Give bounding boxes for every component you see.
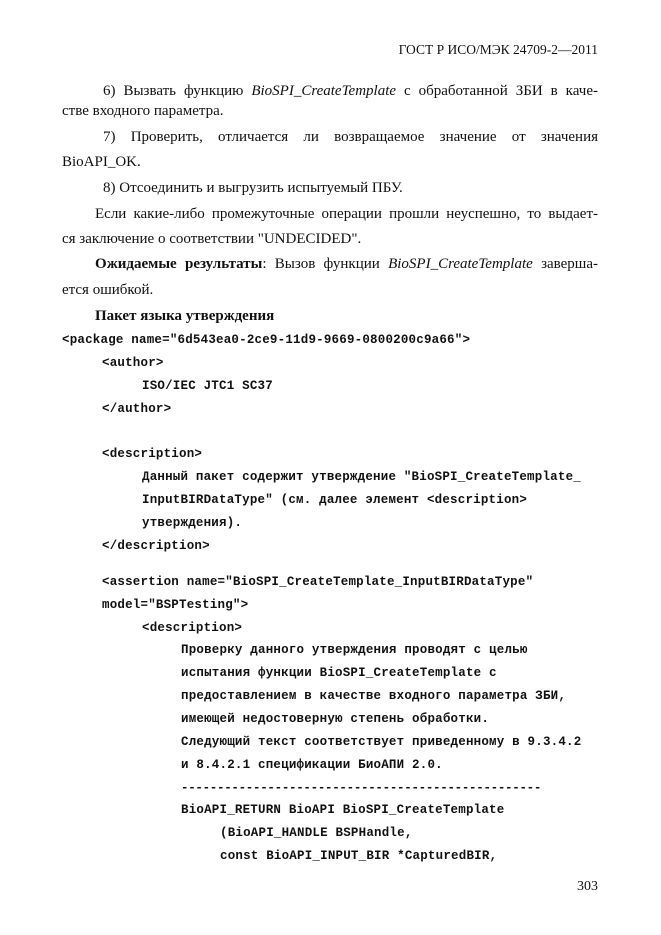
paragraph-step-6-line2: стве входного параметра. <box>62 103 224 119</box>
expected-results-function-name: BioSPI_CreateTemplate <box>388 256 533 272</box>
code-line: const BioAPI_INPUT_BIR *CapturedBIR, <box>220 849 498 863</box>
paragraph-undecided-line2: ся заключение о соответствии "UNDECIDED". <box>62 231 362 247</box>
code-line: <assertion name="BioSPI_CreateTemplate_InputBIRDataType" <box>102 575 534 589</box>
code-line: InputBIRDataType" (см. далее элемент <description> <box>142 493 528 507</box>
step-6-prefix: 6) Вызвать функцию <box>103 83 252 99</box>
code-line: -------------------------------------------------- <box>181 781 542 795</box>
page-number: 303 <box>577 879 598 894</box>
code-line: <description> <box>142 621 243 635</box>
expected-results-label: Ожидаемые результаты <box>95 256 263 272</box>
step-6-suffix: с обработанной ЗБИ в каче- <box>396 83 598 99</box>
expected-results-end: заверша- <box>532 256 599 272</box>
code-line: ISO/IEC JTC1 SC37 <box>142 379 273 393</box>
code-line: имеющей недостоверную степень обработки. <box>181 712 490 726</box>
code-line: испытания функции BioSPI_CreateTemplate с <box>181 666 497 680</box>
paragraph-step-6 <box>62 79 598 103</box>
code-line: Следующий текст соответствует приведенному в 9.3.4.2 <box>181 735 582 749</box>
paragraph-step-7-line2: BioAPI_OK. <box>62 154 141 170</box>
code-line: утверждения). <box>142 516 243 530</box>
paragraph-step-7: 7) Проверить, отличается ли возвращаемое значение от значения <box>103 129 598 145</box>
code-line: (BioAPI_HANDLE BSPHandle, <box>220 826 413 840</box>
code-line: Данный пакет содержит утверждение "BioSPI_CreateTemplate_ <box>142 470 581 484</box>
package-heading: Пакет языка утверждения <box>95 308 275 324</box>
paragraph-step-8: 8) Отсоединить и выгрузить испытуемый ПБУ. <box>103 180 403 196</box>
code-line: предоставлением в качестве входного параметра ЗБИ, <box>181 689 567 703</box>
code-line: BioAPI_RETURN BioAPI BioSPI_CreateTemplate <box>181 803 505 817</box>
paragraph-undecided: Если какие-либо промежуточные операции прошли неуспешно, то выдает- <box>95 206 598 222</box>
code-line: Проверку данного утверждения проводят с целью <box>181 643 528 657</box>
code-line: и 8.4.2.1 спецификации БиоАПИ 2.0. <box>181 758 443 772</box>
expected-results <box>62 256 598 273</box>
code-line: </description> <box>102 539 210 553</box>
code-line: <package name="6d543ea0-2ce9-11d9-9669-0800200c9a66"> <box>62 333 471 347</box>
code-line: <description> <box>102 447 203 461</box>
expected-results-mid: : Вызов функции <box>262 256 389 272</box>
step-6-function-name: BioSPI_CreateTemplate <box>251 83 397 99</box>
code-line: </author> <box>102 402 172 416</box>
code-line: model="BSPTesting"> <box>102 598 249 612</box>
running-header: ГОСТ Р ИСО/МЭК 24709-2—2011 <box>398 42 598 57</box>
expected-results-line2: ется ошибкой. <box>62 282 154 298</box>
code-line: <author> <box>102 356 164 370</box>
